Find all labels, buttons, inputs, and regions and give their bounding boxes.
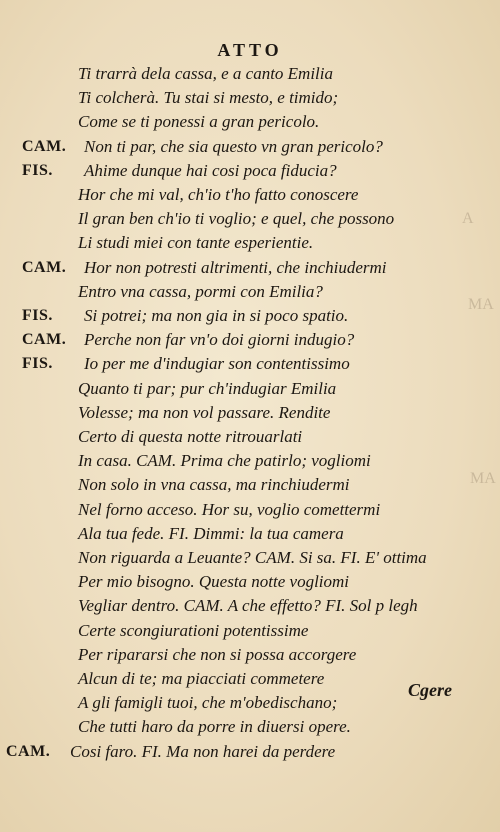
line-text: Cosi faro. FI. Ma non harei da perdere bbox=[70, 741, 336, 761]
verse-line bbox=[0, 449, 500, 473]
line-text: Per ripararsi che non si possa accorgere bbox=[78, 644, 357, 664]
line-text: Certo di questa notte ritrouarlati bbox=[78, 427, 303, 446]
line-text: Come se ti ponessi a gran pericolo. bbox=[78, 112, 320, 132]
verse-line bbox=[0, 715, 500, 739]
verse-line bbox=[0, 619, 500, 643]
line-text: Ti trarrà dela cassa, e a canto Emilia bbox=[78, 64, 333, 83]
verse-line bbox=[0, 546, 500, 570]
verse-line bbox=[0, 328, 500, 352]
verse-line bbox=[0, 425, 500, 449]
line-text: Quanto ti par; pur ch'indugiar Emilia bbox=[78, 378, 337, 398]
speaker-name: FIS. bbox=[22, 161, 53, 179]
line-text: Perche non far vn'o doi giorni indugio? bbox=[84, 330, 355, 350]
line-text: Nel forno acceso. Hor su, voglio comettermi bbox=[78, 499, 381, 519]
verse-line bbox=[0, 62, 500, 86]
act-header: ATTO bbox=[217, 40, 283, 60]
line-text: Non solo in vna cassa, ma rinchiudermi bbox=[78, 475, 350, 495]
verse-line bbox=[0, 401, 500, 425]
line-text: Per mio bisogno. Questa notte vogliomi bbox=[78, 572, 350, 592]
speaker-name: CAM. bbox=[22, 137, 67, 155]
verse-line bbox=[0, 498, 500, 522]
line-text: Hor che mi val, ch'io t'ho fatto conoscere bbox=[78, 185, 359, 204]
line-text: Vegliar dentro. CAM. A che effetto? FI. Sol p legh bbox=[78, 596, 418, 616]
verse-line bbox=[0, 207, 500, 231]
speaker-name: CAM. bbox=[6, 742, 51, 760]
line-text: Volesse; ma non vol passare. Rendite bbox=[78, 402, 331, 422]
verse-line bbox=[0, 740, 500, 764]
bleed-through-text: MA bbox=[468, 296, 494, 313]
bleed-through-text: A bbox=[462, 210, 474, 227]
verse-line bbox=[0, 570, 500, 594]
bleed-through-text: MA bbox=[470, 470, 496, 487]
verse-line bbox=[0, 280, 500, 304]
verse-line bbox=[0, 86, 500, 110]
line-text: Io per me d'indugiar son contentissimo bbox=[84, 354, 350, 374]
line-text: Ala tua fede. FI. Dimmi: la tua camera bbox=[78, 523, 344, 543]
line-text: Che tutti haro da porre in diuersi opere. bbox=[78, 717, 351, 737]
margin-note: Cgere bbox=[408, 680, 452, 700]
verse-line bbox=[0, 377, 500, 401]
line-text: Ahime dunque hai cosi poca fiducia? bbox=[84, 160, 337, 180]
verse-line bbox=[0, 643, 500, 667]
speaker-name: CAM. bbox=[22, 258, 67, 276]
verse-line bbox=[0, 135, 500, 159]
line-text: Entro vna cassa, pormi con Emilia? bbox=[78, 281, 323, 301]
line-text: Alcun di te; ma piacciati commetere bbox=[78, 669, 325, 688]
verse-line bbox=[0, 159, 500, 183]
line-text: A gli famigli tuoi, che m'obedischano; bbox=[78, 693, 338, 713]
verse-line bbox=[0, 110, 500, 134]
verse-line bbox=[0, 522, 500, 546]
line-text: Non ti par, che sia questo vn gran pericolo? bbox=[84, 136, 383, 156]
line-text: Li studi miei con tante esperientie. bbox=[78, 233, 314, 253]
line-text: Hor non potresti altrimenti, che inchiudermi bbox=[84, 257, 387, 277]
line-text: Certe scongiurationi potentissime bbox=[78, 620, 309, 640]
verse-line bbox=[0, 231, 500, 255]
verse-line bbox=[0, 473, 500, 497]
speaker-name: FIS. bbox=[22, 355, 53, 373]
verse-line bbox=[0, 256, 500, 280]
verse-line bbox=[0, 304, 500, 328]
line-text: Il gran ben ch'io ti voglio; e quel, che possono bbox=[78, 209, 395, 229]
speaker-name: FIS. bbox=[22, 307, 53, 324]
line-text: In casa. CAM. Prima che patirlo; vogliomi bbox=[78, 451, 371, 471]
speaker-name: CAM. bbox=[22, 331, 67, 349]
verse-line bbox=[0, 352, 500, 376]
verse-line bbox=[0, 183, 500, 207]
line-text: Si potrei; ma non gia in si poco spatio. bbox=[84, 306, 349, 325]
line-text: Ti colcherà. Tu stai si mesto, e timido; bbox=[78, 88, 339, 108]
line-text: Non riguarda a Leuante? CAM. Si sa. FI. E' ottima bbox=[78, 548, 427, 567]
verse-line bbox=[0, 594, 500, 618]
